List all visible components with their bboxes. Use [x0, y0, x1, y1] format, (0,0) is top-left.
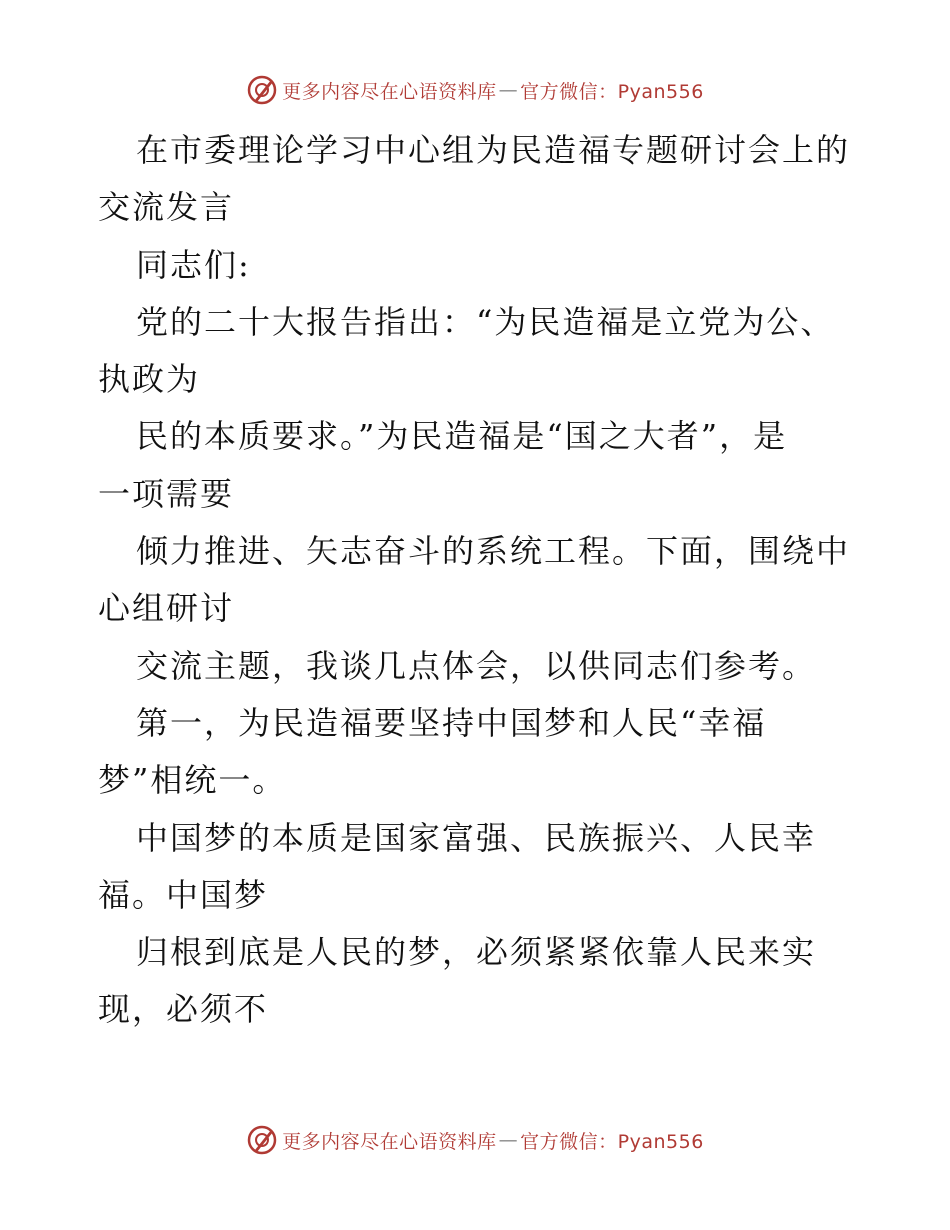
watermark-wechat-text: 官方微信：Pyan556	[520, 80, 704, 103]
pen-logo-icon	[246, 74, 278, 106]
text-line: 现，必须不	[98, 990, 269, 1029]
watermark-wechat-text: 官方微信：Pyan556	[520, 1130, 704, 1153]
watermark-site-text: 更多内容尽在心语资料库	[282, 80, 497, 103]
document-body	[98, 122, 858, 1039]
text-line: 执政为	[98, 360, 201, 399]
text-line: 第一，为民造福要坚持中国梦和人民“幸福	[136, 703, 767, 742]
text-line: 党的二十大报告指出：“为民造福是立党为公、	[136, 302, 835, 341]
text-line: 民的本质要求。”为民造福是“国之大者”，是	[136, 417, 788, 456]
text-line: 一项需要	[98, 474, 235, 513]
text-line: 福。中国梦	[98, 875, 269, 914]
watermark-separator: —	[498, 79, 519, 101]
watermark-site-text: 更多内容尽在心语资料库	[282, 1130, 497, 1153]
text-line: 在市委理论学习中心组为民造福专题研讨会上的	[136, 131, 851, 169]
text-line: 中国梦的本质是国家富强、民族振兴、人民幸	[136, 818, 817, 857]
text-line: 归根到底是人民的梦，必须紧紧依靠人民来实	[136, 933, 817, 972]
text-line: 心组研讨	[98, 589, 235, 628]
text-line: 交流主题，我谈几点体会，以供同志们参考。	[136, 646, 817, 685]
header-watermark	[0, 70, 950, 110]
text-line: 倾力推进、矢志奋斗的系统工程。下面，围绕中	[136, 532, 851, 571]
pen-logo-icon	[246, 1124, 278, 1156]
text-line: 同志们:	[136, 245, 251, 284]
text-line: 交流发言	[98, 188, 235, 227]
text-line: 梦”相统一。	[98, 761, 287, 800]
watermark-separator: —	[498, 1129, 519, 1151]
footer-watermark	[0, 1120, 950, 1160]
